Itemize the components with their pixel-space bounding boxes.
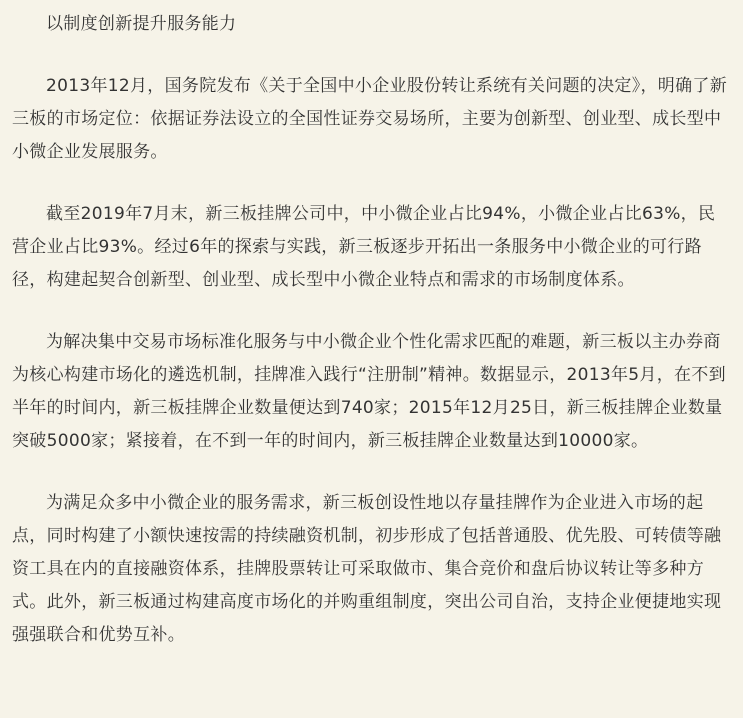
paragraph-market-positioning: 2013年12月，国务院发布《关于全国中小企业股份转让系统有关问题的决定》，明确了新三板的市场定位：依据证券法设立的全国性证券交易场所，主要为创新型、创业型、成长型中小微企业发展服务。 (12, 76, 727, 162)
paragraph-financing-mechanism: 为满足众多中小微企业的服务需求，新三板创设性地以存量挂牌作为企业进入市场的起点，同时构建了小额快速按需的持续融资机制，初步形成了包括普通股、优先股、可转债等融资工具在内的直接融资体系，挂牌股票转让可采取做市、集合竞价和盘后协议转让等多种方式。此外，新三板通过构建高度市场化的并购重组制度，突出公司自治，支持企业便捷地实现强强联合和优势互补。 (12, 493, 722, 645)
paragraph-listing-growth: 为解决集中交易市场标准化服务与中小微企业个性化需求匹配的难题，新三板以主办券商为核心构建市场化的遴选机制，挂牌准入践行“注册制”精神。数据显示，2013年5月，在不到半年的时间内，新三板挂牌企业数量便达到740家；2015年12月25日，新三板挂牌企业数量突破5000家；紧接着，在不到一年的时间内，新三板挂牌企业数量达到10000家。 (12, 332, 726, 451)
paragraph-sme-statistics: 截至2019年7月末，新三板挂牌公司中，中小微企业占比94%，小微企业占比63%，民营企业占比93%。经过6年的探索与实践，新三板逐步开拓出一条服务中小微企业的可行路径，构建起契合创新型、创业型、成长型中小微企业特点和需求的市场制度体系。 (12, 204, 716, 290)
section-heading: 以制度创新提升服务能力 (46, 14, 237, 34)
